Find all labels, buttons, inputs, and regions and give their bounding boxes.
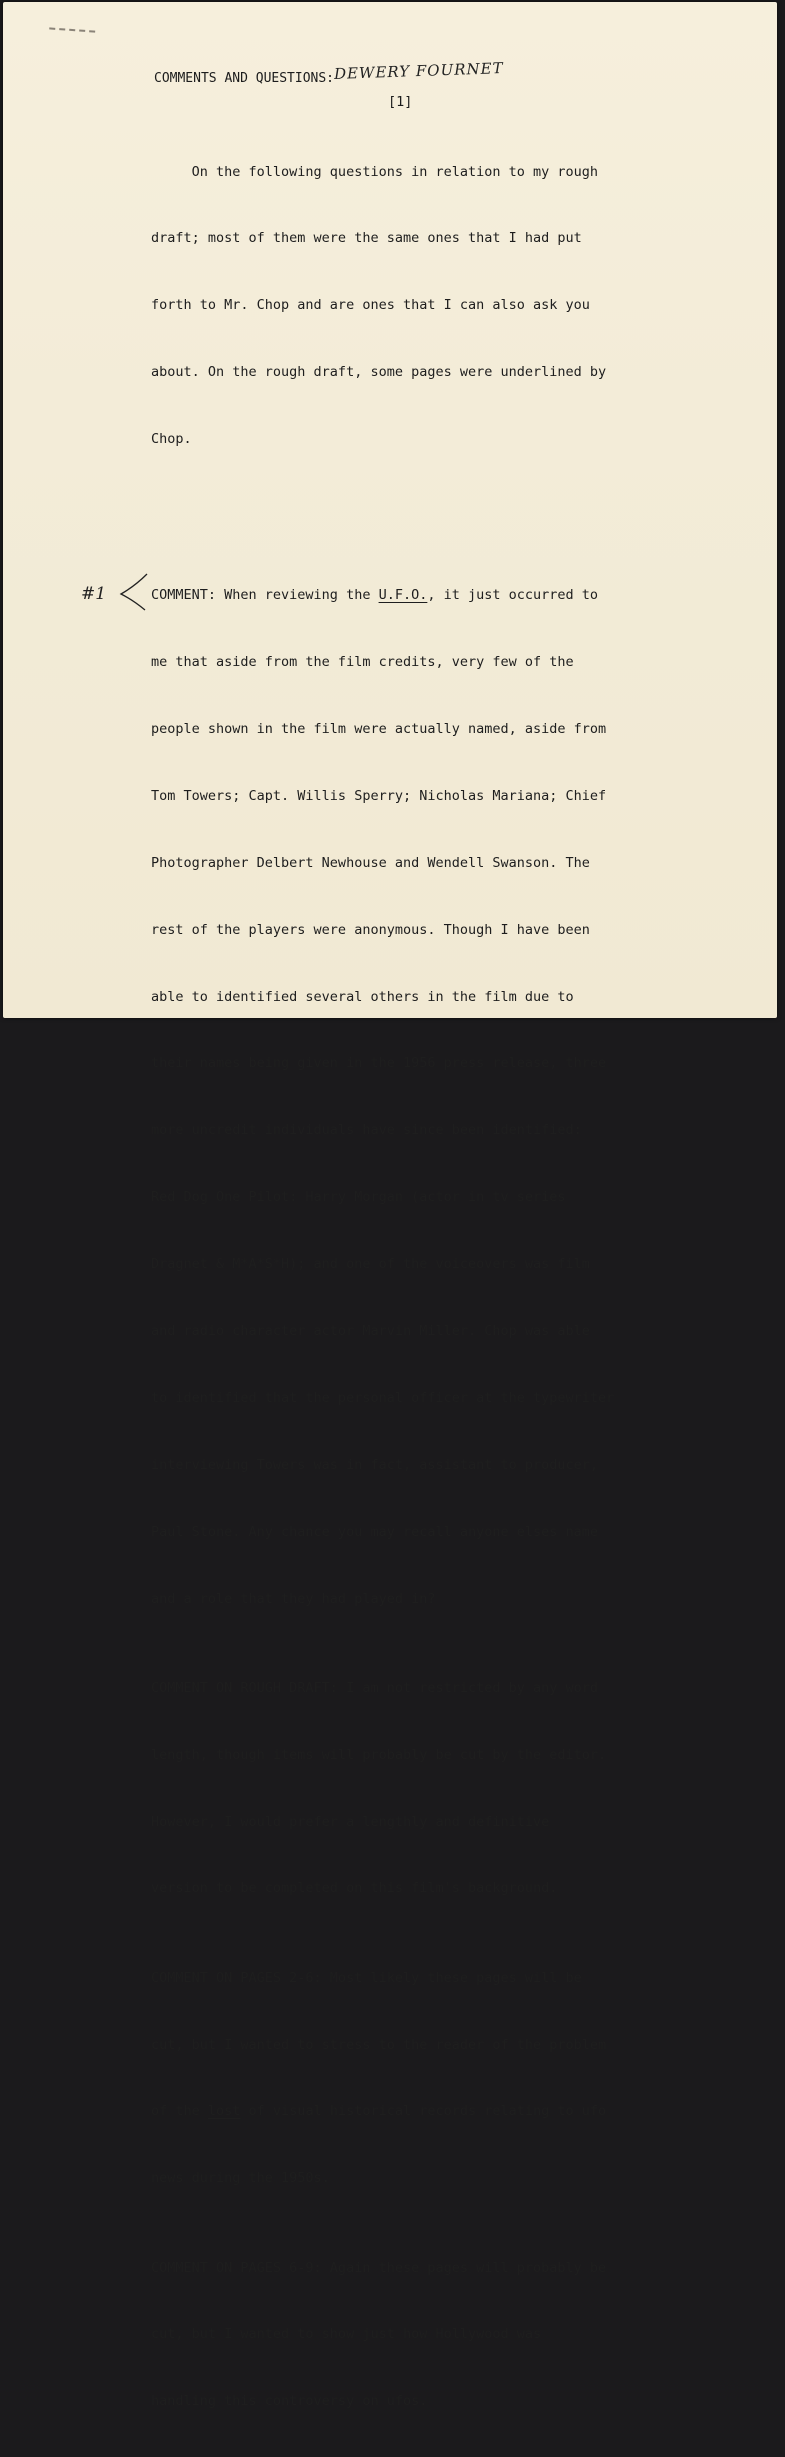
- text-line: cut, but I wanted to stress to the reader of the problem: [151, 2036, 607, 2053]
- text-line: [151, 2100, 681, 2122]
- text-line: Tom Towers; Capt. Willis Sperry; Nicholas Mariana; Chief: [151, 787, 607, 804]
- comment-prefix: COMMENT: When reviewing the: [151, 587, 379, 604]
- page-number: [1]: [388, 94, 413, 110]
- text-line: me that aside from the film credits, very few of the: [151, 654, 574, 671]
- text-line: people shown in the film were actually named, aside from: [151, 721, 607, 738]
- text-line: COMMENT ON PAGES 6-9: Again these pages will probably be: [151, 2259, 607, 2276]
- text-line: COMMENT ON PAGES 2-6: Most likely these pages will be: [151, 1969, 582, 1986]
- text-line: draft; most of them were the same ones that I had put: [151, 230, 582, 247]
- bracket-mark-icon: [117, 572, 149, 612]
- text-line: interviewing Towers was in fact, assistant to producer,: [151, 1456, 599, 1473]
- underlined-word: lost: [207, 2103, 241, 2120]
- text-line: able to identified several others in the film due to: [151, 988, 574, 1005]
- body-text: [151, 116, 681, 2457]
- text-fragment: of the: [151, 2103, 208, 2120]
- text-line: news during the 1950s.: [151, 2170, 330, 2187]
- text-line: forth to Mr. Chop and are ones that I can also ask you: [151, 297, 590, 314]
- comment-suffix: , it just occurred to: [427, 587, 599, 604]
- margin-note-number: #1: [81, 584, 107, 604]
- document-page: [3, 2, 777, 2410]
- header-label: COMMENTS AND QUESTIONS:: [154, 71, 335, 86]
- document-header: [154, 59, 504, 86]
- handwritten-name: DEWERY FOURNET: [333, 59, 504, 83]
- text-line: and radio character actor Marvin Miller. Chop was able: [151, 1323, 590, 1340]
- text-line: to identified that the personal officer at the typewriter: [151, 1389, 615, 1406]
- film-title: U.F.O.: [378, 587, 428, 604]
- text-line: On the following questions in relation to my rough: [151, 163, 599, 180]
- paragraph-gap: [151, 495, 681, 517]
- text-line: Red Dog One Pilot: Harry Morgan (actor in tv series: [151, 1189, 566, 1206]
- text-line: version to be completed on this film's background.: [151, 1880, 558, 1897]
- text-line: their names being given in the 1956 press release, three: [151, 1055, 607, 1072]
- margin-note: [81, 572, 151, 612]
- text-line: Paul Stone. Any chance you may recall anyone elses name: [151, 1523, 599, 1540]
- text-line: Chop.: [151, 431, 192, 448]
- text-line: However, I would prefer a lengthly and definitive: [151, 1813, 550, 1830]
- text-line: length, though items will probably be cut by the editor.: [151, 1746, 607, 1763]
- text-line: Dragnet & M*A*S*H); and one of the voiceovers was film: [151, 1256, 590, 1273]
- text-line: [151, 584, 681, 606]
- staple-mark: [49, 27, 95, 38]
- text-line: and a role that they had played in?: [151, 1590, 436, 1607]
- text-line: rest of the players were anonymous. Though I have been: [151, 921, 590, 938]
- text-line: COMMENT ON ROUGH DRAFT: I am not restricted by any word: [151, 1679, 599, 1696]
- text-line: handling this controversy on ufos.: [151, 2393, 428, 2410]
- text-line: more uncredit individuals have since been identified:: [151, 1122, 582, 1139]
- text-line: Photographer Delbert Newhouse and Wendell Swanson. The: [151, 854, 590, 871]
- text-line: cut, but I wanted to show just how Hollywood was: [151, 2326, 542, 2343]
- text-fragment: of visual historical records relating to ufo: [240, 2103, 607, 2120]
- text-line: about. On the rough draft, some pages were underlined by: [151, 364, 607, 381]
